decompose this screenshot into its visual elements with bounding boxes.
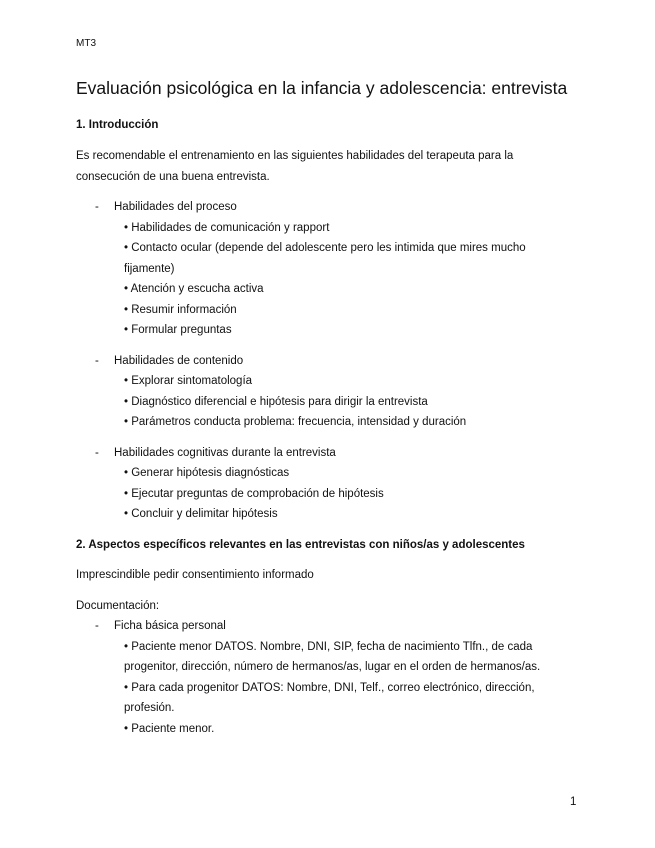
- list-dash-marker: -: [95, 620, 99, 632]
- section-2-consent-paragraph: Imprescindible pedir consentimiento informado: [76, 569, 314, 581]
- sub-list-item: • Habilidades de comunicación y rapport: [124, 221, 330, 234]
- sub-list-item: • Contacto ocular (depende del adolescente pero les intimida que mires mucho fijamente): [124, 242, 526, 275]
- sub-list-item: • Explorar sintomatología: [124, 375, 253, 387]
- list-group-label: Habilidades de contenido: [114, 354, 244, 367]
- list-item: [76, 197, 576, 218]
- list-group-label: Ficha básica personal: [114, 620, 226, 632]
- sub-list-item: • Paciente menor.: [124, 722, 215, 735]
- sub-list-item: • Generar hipótesis diagnósticas: [124, 467, 290, 479]
- sub-list: [76, 463, 576, 525]
- sub-list-item: • Paciente menor DATOS. Nombre, DNI, SIP, fecha de nacimiento Tlfn., de cada progenitor, dirección, número de hermanos/as, lugar en el orden de hermanos/as.: [124, 640, 541, 673]
- sub-list-item: • Diagnóstico diferencial e hipótesis para dirigir la entrevista: [124, 395, 428, 408]
- list-group-process-skills: [76, 197, 576, 341]
- documentation-list: [76, 616, 576, 739]
- sub-list: [76, 371, 576, 433]
- list-group-cognitive-skills: [76, 443, 576, 525]
- sub-list-item: • Atención y escucha activa: [124, 283, 264, 295]
- list-item: [76, 443, 576, 464]
- document-header-code: MT3: [76, 38, 96, 49]
- sub-list-item: • Ejecutar preguntas de comprobación de hipótesis: [124, 487, 384, 500]
- sub-list-item: • Parámetros conducta problema: frecuencia, intensidad y duración: [124, 416, 467, 428]
- list-group-basic-personal-record: [76, 616, 576, 739]
- list-item: [76, 616, 576, 637]
- section-2-heading: 2. Aspectos específicos relevantes en las entrevistas con niños/as y adolescentes: [76, 539, 525, 551]
- list-group-content-skills: [76, 351, 576, 433]
- list-dash-marker: -: [95, 446, 99, 459]
- sub-list-item: • Concluir y delimitar hipótesis: [124, 508, 278, 520]
- sub-list: [76, 218, 576, 341]
- page-title: Evaluación psicológica en la infancia y adolescencia: entrevista: [76, 78, 568, 98]
- skills-list: [76, 197, 576, 525]
- documentation-label: Documentación:: [76, 600, 160, 612]
- sub-list: [76, 637, 576, 740]
- section-1-intro-paragraph: Es recomendable el entrenamiento en las siguientes habilidades del terapeuta para la consecución de una buena entrevista.: [76, 150, 514, 183]
- sub-list-item: • Resumir información: [124, 303, 237, 316]
- list-dash-marker: -: [95, 201, 99, 213]
- list-dash-marker: -: [95, 354, 99, 367]
- section-1-heading: 1. Introducción: [76, 119, 159, 131]
- list-group-label: Habilidades cognitivas durante la entrevista: [114, 446, 336, 459]
- list-group-label: Habilidades del proceso: [114, 201, 237, 213]
- sub-list-item: • Formular preguntas: [124, 324, 232, 336]
- sub-list-item: • Para cada progenitor DATOS: Nombre, DNI, Telf., correo electrónico, dirección, profesión.: [124, 681, 535, 714]
- list-item: [76, 351, 576, 372]
- page-number: 1: [570, 796, 577, 808]
